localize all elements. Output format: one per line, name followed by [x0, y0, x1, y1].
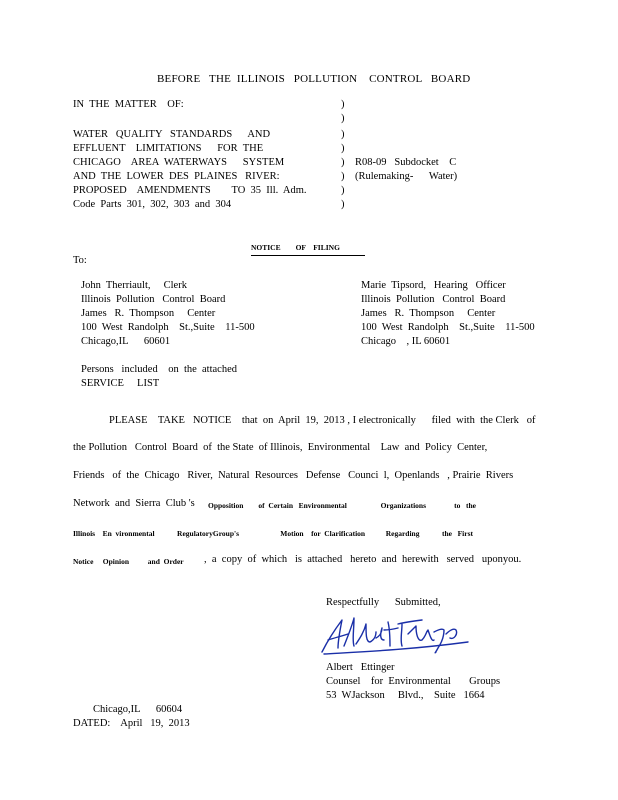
caption-paren: ) [341, 143, 345, 154]
recipient-left-line: Chicago,IL 60601 [81, 336, 171, 347]
body-line-1: PLEASE TAKE NOTICE that on April 19, 2013 , I electronically filed with the Clerk of [109, 415, 536, 426]
dated-line: DATED: April 19, 2013 [73, 718, 190, 729]
recipient-left-line: John Therriault, Clerk [81, 280, 187, 291]
caption-paren: ) [341, 113, 345, 124]
signature-image [318, 612, 473, 658]
body-line-4b: Opposition of Certain Environmental Organizations to the [208, 501, 476, 510]
recipient-right-line: Illinois Pollution Control Board [361, 294, 506, 305]
signature-text: Albert Ettinger [318, 612, 325, 613]
body-line-2: the Pollution Control Board of the State of Illinois, Environmental Law and Policy Center, [73, 442, 488, 453]
recipient-right-line: 100 West Randolph St.,Suite 11-500 [361, 322, 535, 333]
body-line-6a: Notice Opinion and Order [73, 557, 184, 566]
recipient-right-line: Chicago , IL 60601 [361, 336, 451, 347]
signer-title: Counsel for Environmental Groups [326, 676, 501, 687]
respectfully-submitted: Respectfully Submitted, [326, 597, 441, 608]
signer-name: Albert Ettinger [326, 662, 395, 673]
caption-line-5: PROPOSED AMENDMENTS TO 35 Ill. Adm. [73, 185, 307, 196]
caption-line-1: WATER QUALITY STANDARDS AND [73, 129, 271, 140]
signer-address: 53 WJackson Blvd., Suite 1664 [326, 690, 485, 701]
caption-line-3: CHICAGO AREA WATERWAYS SYSTEM [73, 157, 285, 168]
notice-heading: NOTICE OF FILING [251, 241, 365, 256]
to-label: To: [73, 255, 87, 266]
caption-line-2: EFFLUENT LIMITATIONS FOR THE [73, 143, 264, 154]
recipient-left-line: Illinois Pollution Control Board [81, 294, 226, 305]
court-title: BEFORE THE ILLINOIS POLLUTION CONTROL BOARD [157, 73, 471, 85]
recipient-right-line: Marie Tipsord, Hearing Officer [361, 280, 506, 291]
service-list-line: SERVICE LIST [81, 378, 160, 389]
service-list-line: Persons included on the attached [81, 364, 238, 375]
body-line-6b: , a copy of which is attached hereto and herewith served uponyou. [204, 554, 522, 565]
recipient-right-line: James R. Thompson Center [361, 308, 496, 319]
docket-type: (Rulemaking- Water) [355, 171, 458, 182]
recipient-left-line: James R. Thompson Center [81, 308, 216, 319]
caption-paren: ) [341, 199, 345, 210]
body-line-4a: Network and Sierra Club 's [73, 498, 195, 509]
caption-line-4: AND THE LOWER DES PLAINES RIVER: [73, 171, 280, 182]
body-line-5: Illinois En vironmental RegulatoryGroup's Motion for Clarification Regarding the First [73, 529, 473, 538]
in-the-matter: IN THE MATTER OF: [73, 99, 184, 110]
footer-city: Chicago,IL 60604 [93, 704, 183, 715]
recipient-left-line: 100 West Randolph St.,Suite 11-500 [81, 322, 255, 333]
caption-paren: ) [341, 99, 345, 110]
docket-number: R08-09 Subdocket C [355, 157, 457, 168]
body-line-3: Friends of the Chicago River, Natural Resources Defense Counci l, Openlands , Prairie Rivers [73, 470, 514, 481]
caption-paren: ) [341, 171, 345, 182]
caption-paren: ) [341, 157, 345, 168]
caption-line-6: Code Parts 301, 302, 303 and 304 [73, 199, 232, 210]
caption-paren: ) [341, 185, 345, 196]
caption-paren: ) [341, 129, 345, 140]
